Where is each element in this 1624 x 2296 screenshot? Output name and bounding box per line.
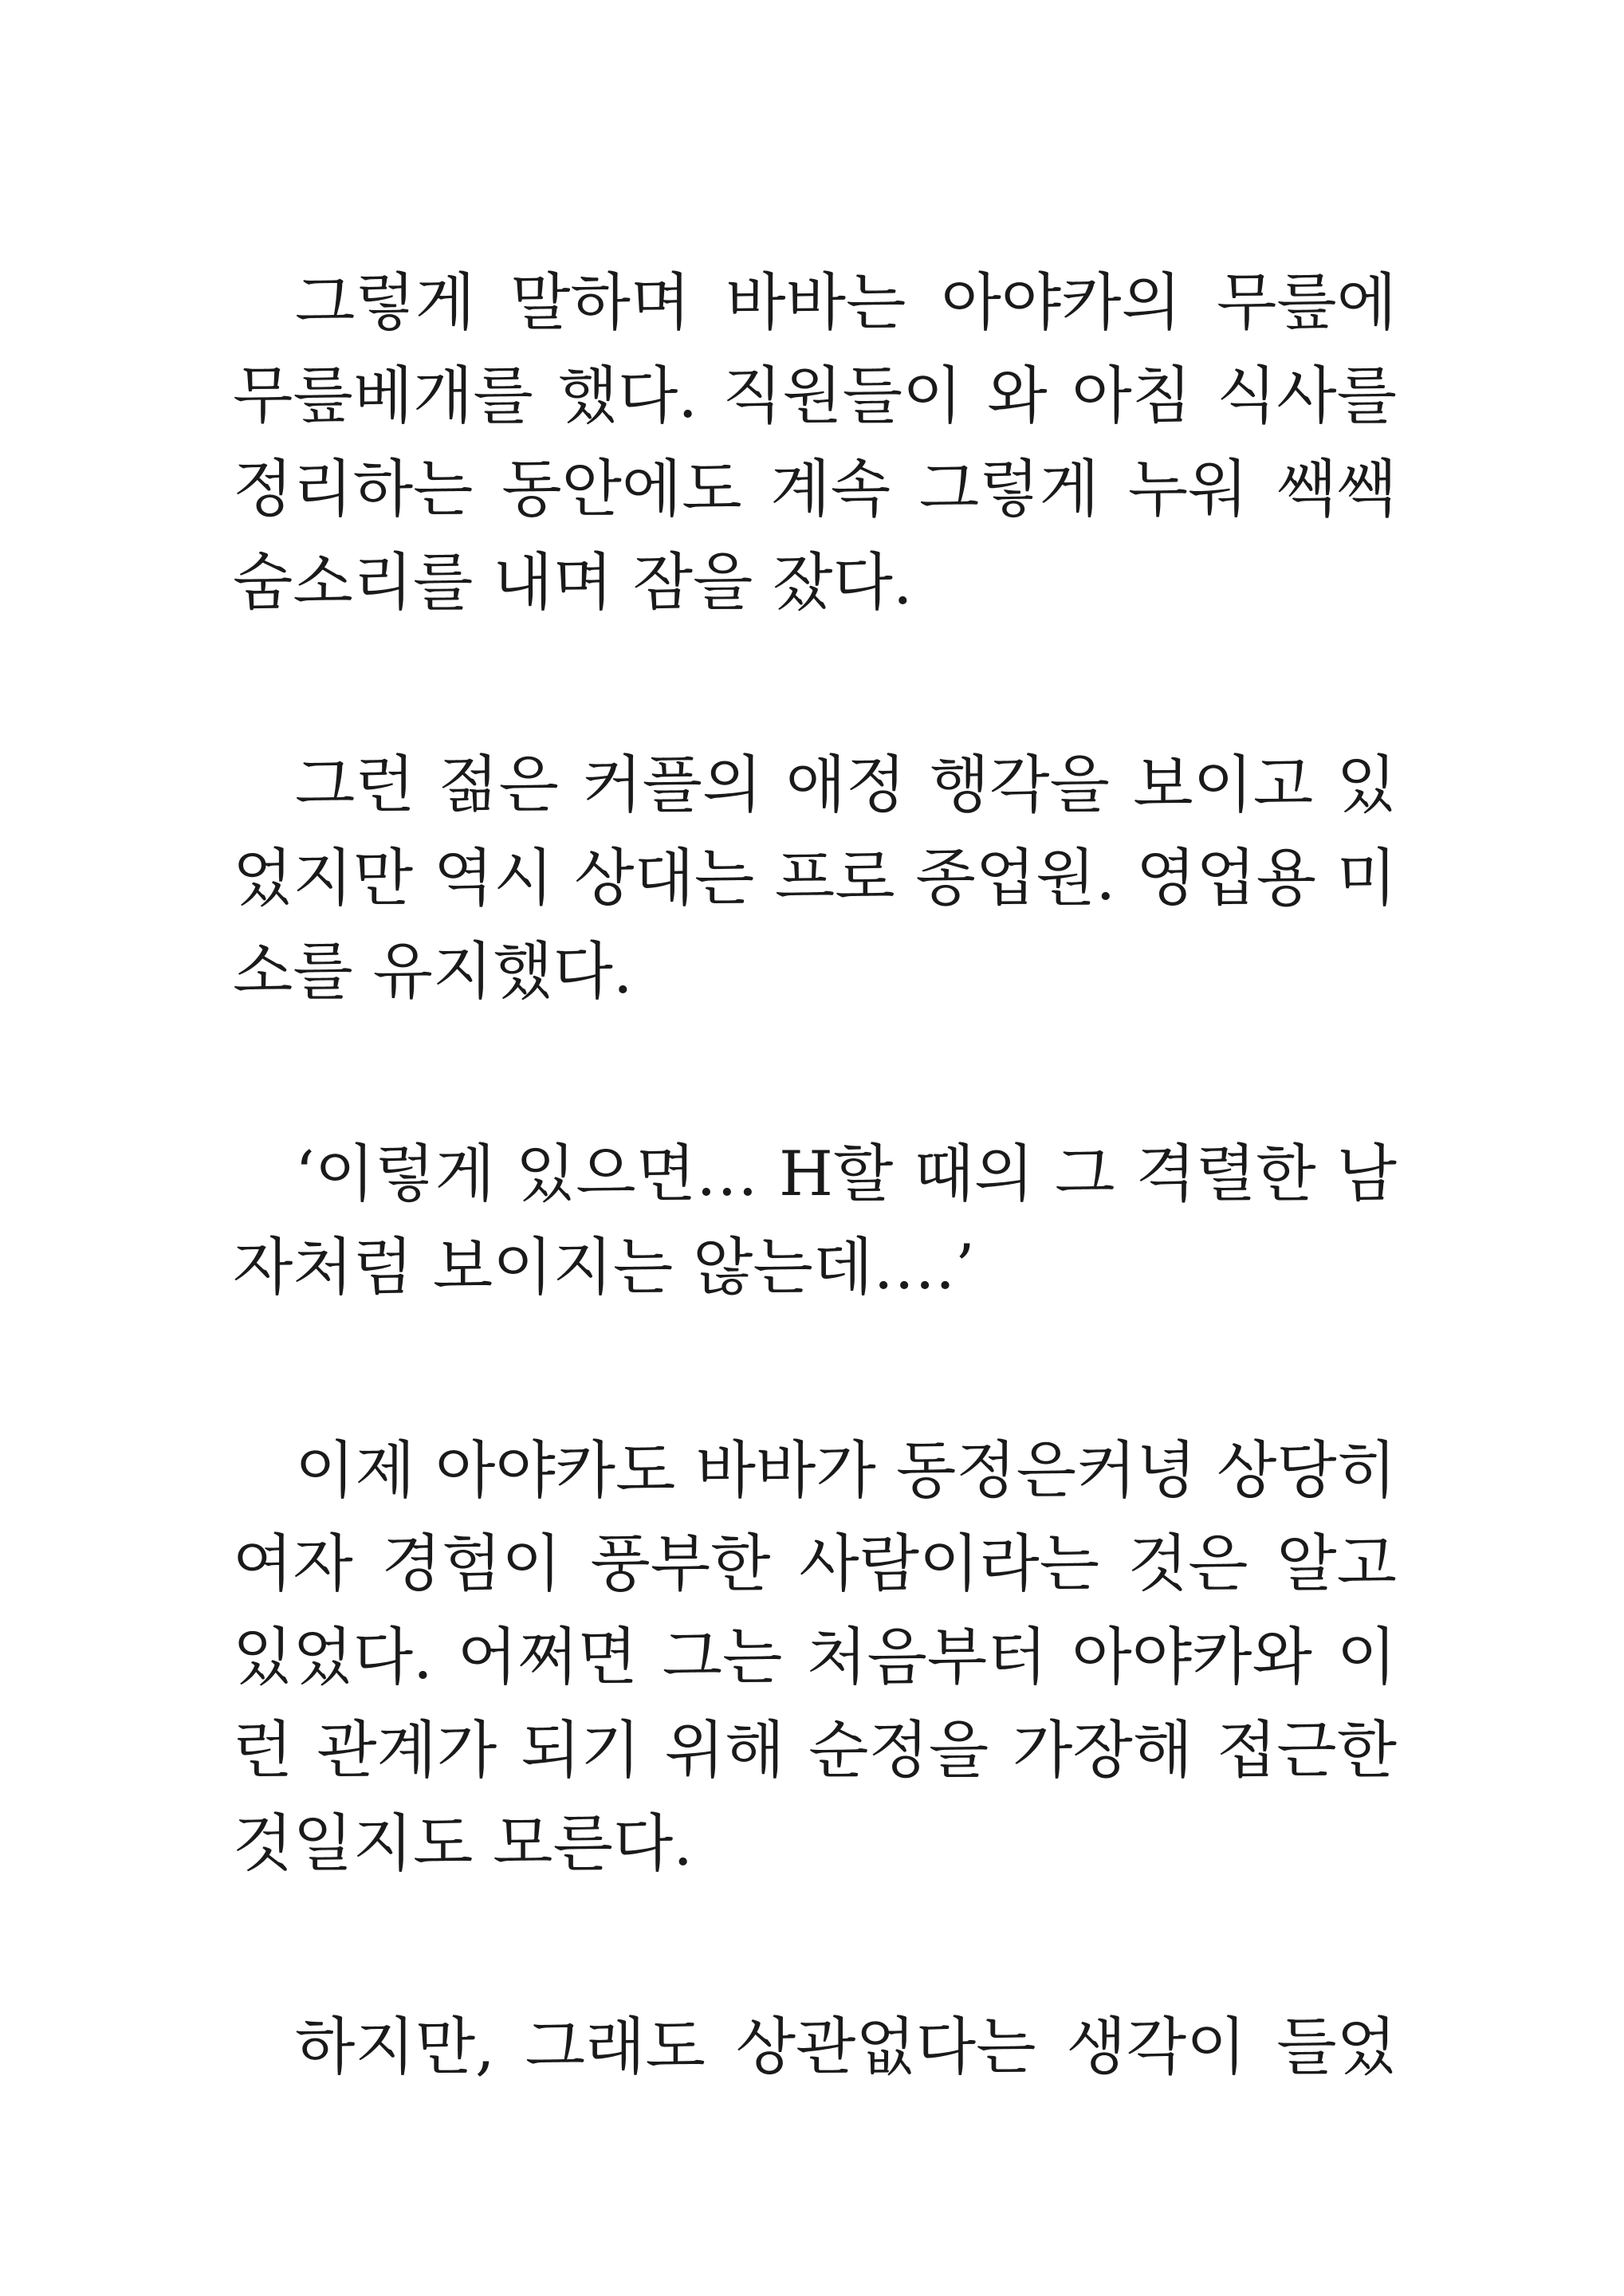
text-line: 자처럼 보이지는 않는데….’ [233, 1232, 975, 1303]
text-line: 었지만 역시 상대는 프로 종업원. 영업용 미 [233, 843, 1397, 914]
text-line: 무릎베개를 했다. 직원들이 와 아침 식사를 [233, 360, 1397, 432]
text-line: ‘이렇게 있으면… H할 때의 그 격렬한 남 [295, 1138, 1397, 1210]
text-line: 있었다. 어쩌면 그는 처음부터 아야카와 이 [233, 1622, 1397, 1693]
text-line: 것일지도 모른다. [233, 1808, 694, 1880]
text-line: 숨소리를 내며 잠을 잤다. [233, 547, 913, 619]
text-line: 정리하는 동안에도 계속 그렇게 누워 쌕쌕 [233, 454, 1397, 525]
text-line: 그런 젊은 커플의 애정 행각을 보이고 있 [295, 749, 1397, 821]
text-line: 런 관계가 되기 위해 순정을 가장해 접근한 [233, 1715, 1397, 1787]
text-line: 여자 경험이 풍부한 사람이라는 것은 알고 [233, 1528, 1397, 1600]
text-line: 이제 아야카도 바바가 동정은커녕 상당히 [295, 1435, 1397, 1507]
text-line: 하지만, 그래도 상관없다는 생각이 들었 [295, 2011, 1397, 2083]
text-line: 그렇게 말하며 바바는 아야카의 무릎에 [295, 267, 1397, 339]
text-line: 소를 유지했다. [233, 936, 633, 1008]
